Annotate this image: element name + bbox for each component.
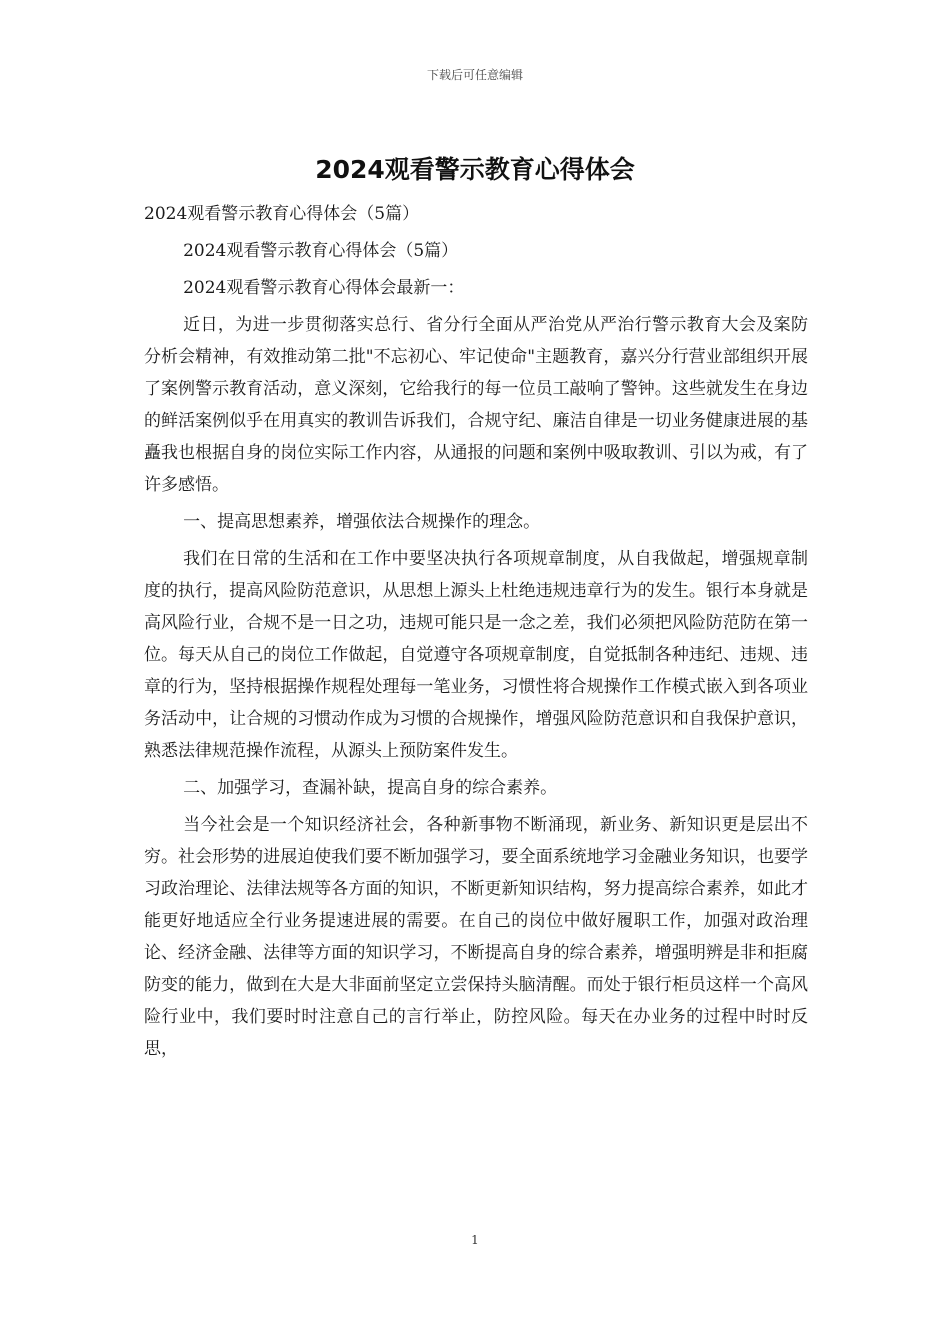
paragraph: 近日，为进一步贯彻落实总行、省分行全面从严治党从严治行警示教育大会及案防分析会精神，有效推动第二批"不忘初心、牢记使命"主题教育，嘉兴分行营业部组织开展了案例警示教育活动，意义深刻，它给我行的每一位员工敲响了警钟。这些就发生在身边的鲜活案例似乎在用真实的教训告诉我们，合规守纪、廉洁自律是一切业务健康进展的基矗我也根据自身的岗位实际工作内容，从通报的问题和案例中吸取教训、引以为戒，有了许多感悟。 xyxy=(144,315,808,495)
subtitle-line: 2024观看警示教育心得体会（5篇） xyxy=(144,204,420,224)
header-note: 下载后可任意编辑 xyxy=(426,68,523,82)
section-heading-one: 2024观看警示教育心得体会最新一： xyxy=(183,278,465,298)
subtitle-repeat: 2024观看警示教育心得体会（5篇） xyxy=(183,241,459,261)
document-body xyxy=(144,198,808,1070)
point-heading-2: 二、加强学习，查漏补缺，提高自身的综合素养。 xyxy=(183,778,558,798)
document-title: 2024观看警示教育心得体会 xyxy=(315,155,635,184)
paragraph: 我们在日常的生活和在工作中要坚决执行各项规章制度，从自我做起，增强规章制度的执行，提高风险防范意识，从思想上源头上杜绝违规违章行为的发生。银行本身就是高风险行业，合规不是一日之功，违规可能只是一念之差，我们必须把风险防范防在第一位。每天从自己的岗位工作做起，自觉遵守各项规章制度，自觉抵制各种违纪、违规、违章的行为，坚持根据操作规程处理每一笔业务，习惯性将合规操作工作模式嵌入到各项业务活动中，让合规的习惯动作成为习惯的合规操作，增强风险防范意识和自我保护意识，熟悉法律规范操作流程，从源头上预防案件发生。 xyxy=(144,549,808,761)
paragraph: 当今社会是一个知识经济社会，各种新事物不断涌现，新业务、新知识更是层出不穷。社会形势的进展迫使我们要不断加强学习，要全面系统地学习金融业务知识，也要学习政治理论、法律法规等各方面的知识，不断更新知识结构，努力提高综合素养，如此才能更好地适应全行业务提速进展的需要。在自己的岗位中做好履职工作，加强对政治理论、经济金融、法律等方面的知识学习，不断提高自身的综合素养，增强明辨是非和拒腐防变的能力，做到在大是大非面前坚定立尝保持头脑清醒。而处于银行柜员这样一个高风险行业中，我们要时时注意自己的言行举止，防控风险。每天在办业务的过程中时时反思， xyxy=(144,815,808,1059)
point-heading-1: 一、提高思想素养，增强依法合规操作的理念。 xyxy=(183,512,541,532)
page-number: 1 xyxy=(471,1233,479,1247)
